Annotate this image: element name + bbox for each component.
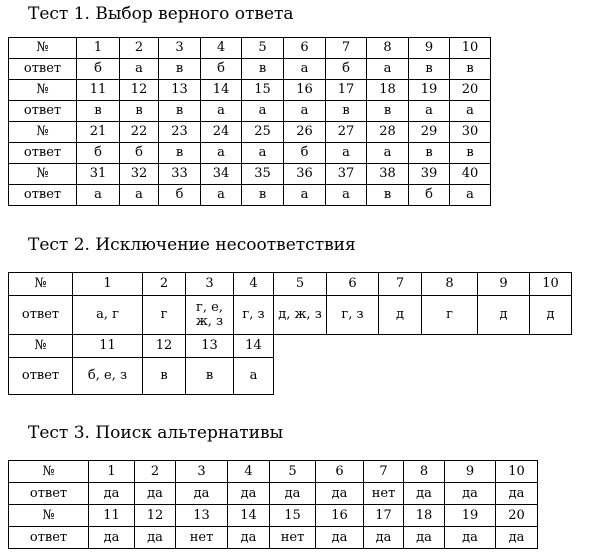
table-cell: а xyxy=(77,185,120,206)
table-cell: в xyxy=(143,358,186,395)
table-cell: в xyxy=(242,59,284,80)
table-cell: в xyxy=(450,143,491,164)
table-cell: № xyxy=(9,461,89,483)
table-cell xyxy=(530,335,572,358)
table-cell xyxy=(422,335,478,358)
table-cell: б xyxy=(77,59,120,80)
table-cell: 16 xyxy=(284,80,326,101)
table-cell: да xyxy=(496,483,538,505)
table-cell xyxy=(422,358,478,395)
table-cell: д xyxy=(478,296,530,335)
table-cell: в xyxy=(120,101,159,122)
test1-title: Тест 1. Выбор верного ответа xyxy=(28,4,294,24)
table-cell: 40 xyxy=(450,164,491,185)
table-cell: 14 xyxy=(234,335,274,358)
test3-title: Тест 3. Поиск альтернативы xyxy=(28,423,284,443)
table-cell: а xyxy=(201,101,242,122)
table-row xyxy=(9,461,538,483)
table-cell: 14 xyxy=(228,505,270,527)
table-cell: 9 xyxy=(478,273,530,296)
test3-answer-table xyxy=(8,460,538,549)
table-cell: 1 xyxy=(73,273,143,296)
table-cell xyxy=(478,358,530,395)
table-cell: 24 xyxy=(201,122,242,143)
table-cell: 18 xyxy=(404,505,445,527)
table-cell: г, з xyxy=(327,296,379,335)
table-cell: да xyxy=(89,527,135,549)
table-cell: 2 xyxy=(120,38,159,59)
table-cell: а xyxy=(242,101,284,122)
table-cell: б xyxy=(409,185,450,206)
table-cell: 12 xyxy=(135,505,176,527)
table-cell: б xyxy=(77,143,120,164)
table-cell: а xyxy=(284,101,326,122)
table-cell: 5 xyxy=(242,38,284,59)
table-cell: 1 xyxy=(77,38,120,59)
table-cell: а xyxy=(326,143,367,164)
table-row xyxy=(9,143,491,164)
table-cell: 2 xyxy=(143,273,186,296)
table-cell: 19 xyxy=(445,505,496,527)
table-cell: № xyxy=(9,505,89,527)
table-cell: да xyxy=(445,483,496,505)
table-cell: № xyxy=(9,122,77,143)
table-row xyxy=(9,527,538,549)
table-cell: да xyxy=(404,483,445,505)
table-cell: № xyxy=(9,80,77,101)
table-cell: в xyxy=(450,59,491,80)
table-cell: 32 xyxy=(120,164,159,185)
table-cell: 17 xyxy=(326,80,367,101)
table-cell: 38 xyxy=(367,164,409,185)
table-cell: 11 xyxy=(89,505,135,527)
table-cell: а xyxy=(234,358,274,395)
table-row xyxy=(9,185,491,206)
table-cell: 4 xyxy=(201,38,242,59)
table-cell: да xyxy=(228,483,270,505)
table-cell: нет xyxy=(364,483,404,505)
table-cell: 34 xyxy=(201,164,242,185)
table-row xyxy=(9,101,491,122)
table-row xyxy=(9,80,491,101)
table-cell: 3 xyxy=(176,461,228,483)
table-cell: № xyxy=(9,164,77,185)
table-cell: в xyxy=(186,358,234,395)
table-cell: а xyxy=(201,143,242,164)
table-cell: 25 xyxy=(242,122,284,143)
table-cell: 7 xyxy=(326,38,367,59)
table-cell: да xyxy=(364,527,404,549)
table-cell: в xyxy=(367,101,409,122)
table-cell: 20 xyxy=(450,80,491,101)
table-cell: б, е, з xyxy=(73,358,143,395)
table-cell: 7 xyxy=(379,273,422,296)
test2-title: Тест 2. Исключение несоответствия xyxy=(28,235,356,255)
table-cell: в xyxy=(409,143,450,164)
table-cell: а xyxy=(120,59,159,80)
table-row xyxy=(9,296,572,335)
table-cell: б xyxy=(284,143,326,164)
table-cell: б xyxy=(159,185,201,206)
table-row xyxy=(9,59,491,80)
table-cell: 9 xyxy=(445,461,496,483)
table-cell: да xyxy=(316,483,364,505)
table-cell: да xyxy=(89,483,135,505)
table-cell: г xyxy=(143,296,186,335)
table-cell: б xyxy=(120,143,159,164)
table-cell: ответ xyxy=(9,527,89,549)
table-cell: да xyxy=(496,527,538,549)
table-cell: ответ xyxy=(9,59,77,80)
table-cell: 28 xyxy=(367,122,409,143)
table-cell: 10 xyxy=(450,38,491,59)
table-cell: 33 xyxy=(159,164,201,185)
table-cell: 11 xyxy=(77,80,120,101)
table-cell: 37 xyxy=(326,164,367,185)
table-cell: а xyxy=(120,185,159,206)
table-cell: 19 xyxy=(409,80,450,101)
table-cell: 39 xyxy=(409,164,450,185)
table-cell: а xyxy=(367,143,409,164)
table-cell: 35 xyxy=(242,164,284,185)
table-cell: 13 xyxy=(176,505,228,527)
table-cell: 16 xyxy=(316,505,364,527)
table-cell: 14 xyxy=(201,80,242,101)
table-cell: а xyxy=(450,185,491,206)
table-cell: нет xyxy=(176,527,228,549)
table-cell: 2 xyxy=(135,461,176,483)
table-row xyxy=(9,335,572,358)
table-cell: 10 xyxy=(496,461,538,483)
table-cell: в xyxy=(159,59,201,80)
table-cell: 1 xyxy=(89,461,135,483)
table-cell xyxy=(327,358,379,395)
table-cell: 4 xyxy=(234,273,274,296)
table-cell: а xyxy=(201,185,242,206)
table-cell: 4 xyxy=(228,461,270,483)
table-cell xyxy=(327,335,379,358)
table-cell: 8 xyxy=(422,273,478,296)
table-cell: б xyxy=(201,59,242,80)
table-cell: в xyxy=(409,59,450,80)
table-cell: д xyxy=(379,296,422,335)
table-cell: 30 xyxy=(450,122,491,143)
table-cell: а xyxy=(450,101,491,122)
table-cell: а, г xyxy=(73,296,143,335)
table-cell: 10 xyxy=(530,273,572,296)
table-cell: № xyxy=(9,38,77,59)
table-cell: нет xyxy=(270,527,316,549)
table-cell xyxy=(274,358,327,395)
table-row xyxy=(9,164,491,185)
table-cell: 15 xyxy=(242,80,284,101)
table-cell: а xyxy=(284,59,326,80)
table-cell: г, з xyxy=(234,296,274,335)
table-cell: 18 xyxy=(367,80,409,101)
table-cell: в xyxy=(159,143,201,164)
table-row xyxy=(9,505,538,527)
table-cell: в xyxy=(159,101,201,122)
table-cell: 13 xyxy=(186,335,234,358)
table-cell: № xyxy=(9,273,73,296)
table-cell: в xyxy=(242,185,284,206)
table-cell: ответ xyxy=(9,185,77,206)
test2-answer-table xyxy=(8,272,572,395)
table-cell: 15 xyxy=(270,505,316,527)
table-cell: 12 xyxy=(143,335,186,358)
table-cell: в xyxy=(77,101,120,122)
table-cell xyxy=(379,335,422,358)
table-cell: д xyxy=(530,296,572,335)
table-cell: ответ xyxy=(9,483,89,505)
table-cell: г xyxy=(422,296,478,335)
table-cell: 17 xyxy=(364,505,404,527)
table-cell: 3 xyxy=(186,273,234,296)
table-cell xyxy=(274,335,327,358)
table-cell: ответ xyxy=(9,358,73,395)
test1-answer-table xyxy=(8,37,491,206)
table-cell: г, е, ж, з xyxy=(186,296,234,335)
table-cell: 36 xyxy=(284,164,326,185)
table-cell: а xyxy=(284,185,326,206)
table-cell: 23 xyxy=(159,122,201,143)
table-cell: а xyxy=(367,59,409,80)
table-cell: 5 xyxy=(270,461,316,483)
table-cell: 26 xyxy=(284,122,326,143)
table-cell: а xyxy=(326,185,367,206)
table-row xyxy=(9,358,572,395)
table-row xyxy=(9,122,491,143)
table-cell: да xyxy=(445,527,496,549)
table-cell: ответ xyxy=(9,296,73,335)
table-cell: да xyxy=(270,483,316,505)
table-cell: да xyxy=(135,483,176,505)
table-cell: № xyxy=(9,335,73,358)
table-cell: 6 xyxy=(316,461,364,483)
table-row xyxy=(9,483,538,505)
table-cell: да xyxy=(176,483,228,505)
table-cell: 11 xyxy=(73,335,143,358)
table-cell: да xyxy=(228,527,270,549)
table-cell xyxy=(530,358,572,395)
table-cell: 8 xyxy=(404,461,445,483)
table-cell: 9 xyxy=(409,38,450,59)
table-cell: ответ xyxy=(9,101,77,122)
table-cell: 7 xyxy=(364,461,404,483)
table-cell: в xyxy=(326,101,367,122)
table-cell: а xyxy=(409,101,450,122)
table-cell xyxy=(379,358,422,395)
table-cell: 22 xyxy=(120,122,159,143)
table-cell: 29 xyxy=(409,122,450,143)
table-row xyxy=(9,38,491,59)
table-cell: да xyxy=(404,527,445,549)
table-cell: да xyxy=(316,527,364,549)
table-cell: 5 xyxy=(274,273,327,296)
table-cell: д, ж, з xyxy=(274,296,327,335)
table-cell: 6 xyxy=(327,273,379,296)
table-cell: 27 xyxy=(326,122,367,143)
table-cell: 8 xyxy=(367,38,409,59)
table-cell: 13 xyxy=(159,80,201,101)
table-cell: а xyxy=(242,143,284,164)
table-cell: 21 xyxy=(77,122,120,143)
table-cell: б xyxy=(326,59,367,80)
table-cell: 31 xyxy=(77,164,120,185)
table-cell xyxy=(478,335,530,358)
table-cell: 12 xyxy=(120,80,159,101)
table-cell: ответ xyxy=(9,143,77,164)
table-cell: да xyxy=(135,527,176,549)
table-cell: в xyxy=(367,185,409,206)
table-row xyxy=(9,273,572,296)
table-cell: 3 xyxy=(159,38,201,59)
table-cell: 6 xyxy=(284,38,326,59)
table-cell: 20 xyxy=(496,505,538,527)
